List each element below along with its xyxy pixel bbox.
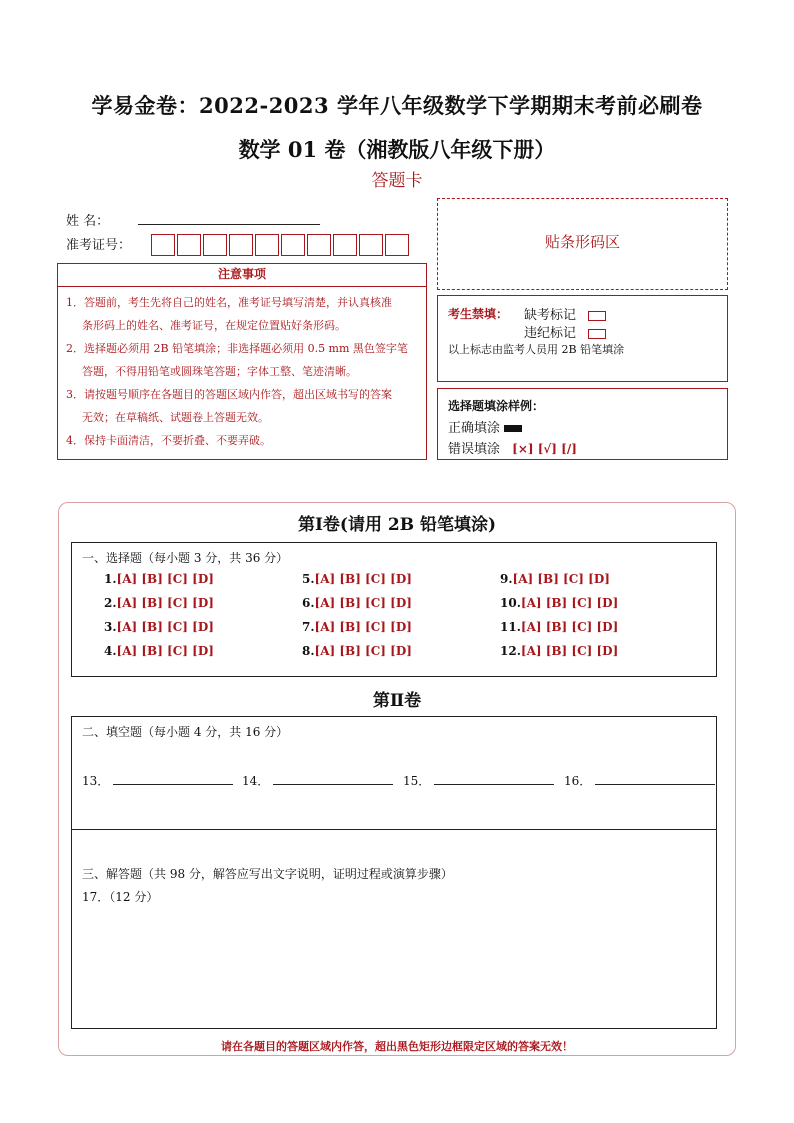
mc-question[interactable]: 7.[A] [B] [C] [D] (302, 620, 412, 634)
exam-id-cell[interactable] (281, 234, 305, 256)
notice-item: 1．答题前，考生先将自己的姓名，准考证号填写清楚，并认真核准 (66, 296, 392, 309)
mc-question[interactable]: 5.[A] [B] [C] [D] (302, 572, 412, 586)
exam-id-cell[interactable] (359, 234, 383, 256)
mc-heading: 一、选择题（每小题 3 分，共 36 分） (82, 551, 289, 565)
exam-id-cell[interactable] (229, 234, 253, 256)
subtitle: 数学 01 卷（湘教版八年级下册） (238, 137, 556, 162)
notice-heading-box (57, 263, 427, 287)
notice-heading: 注意事项 (217, 267, 266, 281)
mc-question[interactable]: 12.[A] [B] [C] [D] (500, 644, 619, 658)
prohibited-box (437, 295, 728, 382)
fill-item[interactable]: 13． (82, 772, 233, 789)
fill-example-title: 选择题填涂样例： (448, 399, 545, 413)
fill-item[interactable]: 14． (242, 772, 393, 789)
exam-id-cell[interactable] (307, 234, 331, 256)
notice-box (57, 286, 427, 460)
fill-item[interactable]: 15． (403, 772, 554, 789)
footer-warning: 请在各题目的答题区域内作答，超出黑色矩形边框限定区域的答案无效！ (221, 1040, 573, 1053)
name-label: 姓 名： (66, 214, 110, 229)
exam-id-cell[interactable] (385, 234, 409, 256)
mc-question[interactable]: 10.[A] [B] [C] [D] (500, 596, 619, 610)
fill-block (71, 716, 717, 830)
mc-question[interactable]: 2.[A] [B] [C] [D] (104, 596, 214, 610)
absent-label: 缺考标记 (524, 308, 577, 323)
notice-item: 2．选择题必须用 2B 铅笔填涂；非选择题必须用 0.5 mm 黑色签字笔 (66, 342, 408, 355)
name-field[interactable] (138, 224, 320, 225)
notice-item: 3．请按题号顺序在各题目的答题区域内作答，超出区域书写的答案 (66, 388, 392, 401)
mc-question[interactable]: 1.[A] [B] [C] [D] (104, 572, 214, 586)
section-2-title: 第Ⅱ卷 (372, 691, 422, 711)
question-17-label: 17．（12 分） (82, 890, 159, 904)
section-1-title: 第Ⅰ卷(请用 2B 铅笔填涂) (297, 515, 497, 535)
mc-question[interactable]: 8.[A] [B] [C] [D] (302, 644, 412, 658)
notice-item: 4．保持卡面清洁，不要折叠、不要弄破。 (66, 434, 271, 447)
wrong-fill-label: 错误填涂 (448, 442, 501, 457)
violation-mark[interactable] (588, 329, 606, 339)
notice-item-cont: 无效；在草稿纸、试题卷上答题无效。 (82, 411, 269, 424)
solve-block[interactable] (71, 829, 717, 1029)
mc-question[interactable]: 3.[A] [B] [C] [D] (104, 620, 214, 634)
solve-heading: 三、解答题（共 98 分，解答应写出文字说明，证明过程或演算步骤） (82, 867, 453, 881)
mc-question[interactable]: 4.[A] [B] [C] [D] (104, 644, 214, 658)
prohibited-label: 考生禁填： (448, 307, 509, 321)
barcode-area (437, 198, 728, 290)
correct-fill-mark (504, 425, 522, 432)
mc-block (71, 542, 717, 677)
fill-item[interactable]: 16． (564, 772, 715, 789)
notice-item-cont: 条形码上的姓名、准考证号，在规定位置贴好条形码。 (82, 319, 346, 332)
mc-question[interactable]: 6.[A] [B] [C] [D] (302, 596, 412, 610)
barcode-label: 贴条形码区 (544, 233, 620, 251)
wrong-fill-marks: [×] [√] [/] (512, 442, 577, 456)
exam-id-cell[interactable] (203, 234, 227, 256)
exam-id-cell[interactable] (255, 234, 279, 256)
mc-question[interactable]: 11.[A] [B] [C] [D] (500, 620, 619, 634)
fill-heading: 二、填空题（每小题 4 分，共 16 分） (82, 725, 289, 739)
exam-id-cell[interactable] (333, 234, 357, 256)
prohibited-note: 以上标志由监考人员用 2B 铅笔填涂 (448, 343, 625, 356)
exam-id-cell[interactable] (177, 234, 201, 256)
main-title: 学易金卷：2022-2023 学年八年级数学下学期期末考前必刷卷 (91, 93, 703, 118)
exam-id-cell[interactable] (151, 234, 175, 256)
exam-id-label: 准考证号： (66, 238, 132, 253)
answer-card-label: 答题卡 (371, 171, 423, 191)
correct-fill-label: 正确填涂 (448, 421, 501, 436)
violation-label: 违纪标记 (524, 326, 577, 341)
mc-question[interactable]: 9.[A] [B] [C] [D] (500, 572, 610, 586)
notice-item-cont: 答题，不得用铅笔或圆珠笔答题；字体工整、笔迹清晰。 (82, 365, 357, 378)
exam-id-cells[interactable] (151, 234, 411, 256)
absent-mark[interactable] (588, 311, 606, 321)
fill-example-box (437, 388, 728, 460)
